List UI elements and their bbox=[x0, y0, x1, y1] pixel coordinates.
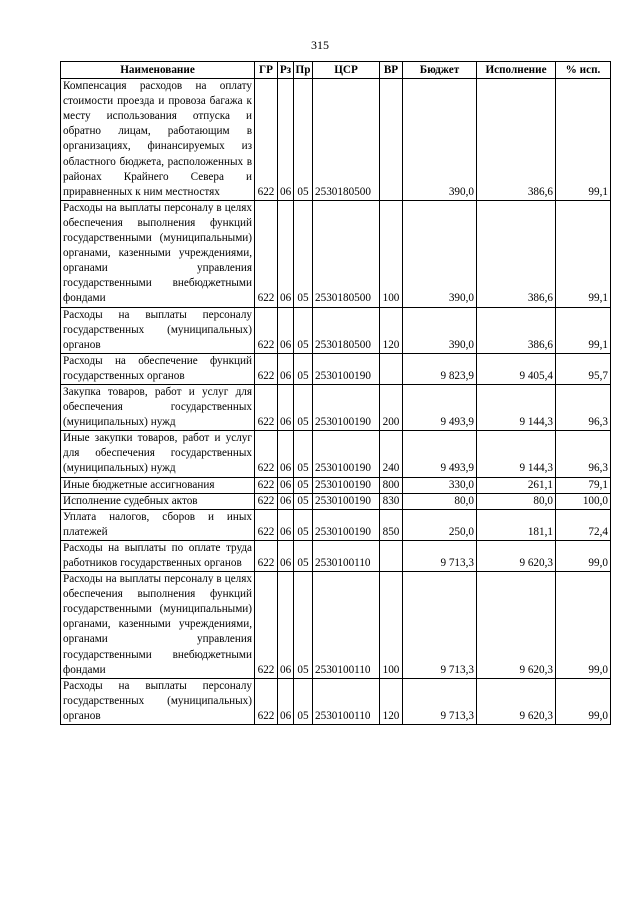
header-name: Наименование bbox=[61, 62, 255, 79]
header-budget: Бюджет bbox=[403, 62, 477, 79]
row-pr: 05 bbox=[294, 509, 313, 540]
header-gr: ГР bbox=[255, 62, 278, 79]
row-execution: 9 620,3 bbox=[477, 678, 556, 724]
row-budget: 9 823,9 bbox=[403, 353, 477, 384]
row-name: Иные бюджетные ассигнования bbox=[61, 477, 255, 493]
row-csr: 2530180500 bbox=[313, 200, 380, 307]
row-percent: 100,0 bbox=[556, 493, 611, 509]
table-row bbox=[61, 353, 611, 384]
row-rz: 06 bbox=[278, 431, 294, 477]
row-execution: 80,0 bbox=[477, 493, 556, 509]
table-row bbox=[61, 509, 611, 540]
row-vr bbox=[380, 540, 403, 571]
row-pr: 05 bbox=[294, 540, 313, 571]
row-csr: 2530100110 bbox=[313, 678, 380, 724]
row-name: Уплата налогов, сборов и иных платежей bbox=[61, 509, 255, 540]
row-rz: 06 bbox=[278, 307, 294, 353]
header-pr: Пр bbox=[294, 62, 313, 79]
row-rz: 06 bbox=[278, 493, 294, 509]
row-percent: 95,7 bbox=[556, 353, 611, 384]
table-row bbox=[61, 477, 611, 493]
table-row bbox=[61, 384, 611, 430]
table-row bbox=[61, 540, 611, 571]
row-execution: 261,1 bbox=[477, 477, 556, 493]
row-csr: 2530180500 bbox=[313, 307, 380, 353]
row-execution: 181,1 bbox=[477, 509, 556, 540]
table-row bbox=[61, 493, 611, 509]
row-pr: 05 bbox=[294, 79, 313, 201]
row-percent: 96,3 bbox=[556, 431, 611, 477]
row-pr: 05 bbox=[294, 431, 313, 477]
row-vr: 100 bbox=[380, 572, 403, 679]
row-name: Исполнение судебных актов bbox=[61, 493, 255, 509]
row-percent: 99,0 bbox=[556, 678, 611, 724]
row-rz: 06 bbox=[278, 509, 294, 540]
row-percent: 79,1 bbox=[556, 477, 611, 493]
row-execution: 9 620,3 bbox=[477, 540, 556, 571]
header-vr: ВР bbox=[380, 62, 403, 79]
row-rz: 06 bbox=[278, 477, 294, 493]
row-csr: 2530100190 bbox=[313, 477, 380, 493]
row-execution: 386,6 bbox=[477, 79, 556, 201]
row-pr: 05 bbox=[294, 307, 313, 353]
row-name: Расходы на выплаты персоналу в целях обеспечения выполнения функций государственными (муниципальными) органами, казенными учреждениями, органами управления государственными внебюджетными фондами bbox=[61, 572, 255, 679]
row-gr: 622 bbox=[255, 200, 278, 307]
row-vr: 200 bbox=[380, 384, 403, 430]
row-percent: 99,1 bbox=[556, 200, 611, 307]
row-percent: 99,1 bbox=[556, 79, 611, 201]
row-pr: 05 bbox=[294, 572, 313, 679]
row-vr: 120 bbox=[380, 307, 403, 353]
row-rz: 06 bbox=[278, 540, 294, 571]
header-percent: % исп. bbox=[556, 62, 611, 79]
table-row bbox=[61, 307, 611, 353]
row-percent: 99,0 bbox=[556, 540, 611, 571]
header-csr: ЦСР bbox=[313, 62, 380, 79]
row-csr: 2530100190 bbox=[313, 493, 380, 509]
row-budget: 330,0 bbox=[403, 477, 477, 493]
row-pr: 05 bbox=[294, 678, 313, 724]
row-budget: 9 493,9 bbox=[403, 384, 477, 430]
row-vr: 850 bbox=[380, 509, 403, 540]
row-execution: 386,6 bbox=[477, 307, 556, 353]
row-pr: 05 bbox=[294, 493, 313, 509]
row-rz: 06 bbox=[278, 79, 294, 201]
row-rz: 06 bbox=[278, 384, 294, 430]
row-csr: 2530100110 bbox=[313, 572, 380, 679]
row-name: Расходы на выплаты по оплате труда работников государственных органов bbox=[61, 540, 255, 571]
row-vr: 800 bbox=[380, 477, 403, 493]
page-number: 315 bbox=[311, 38, 329, 52]
row-gr: 622 bbox=[255, 493, 278, 509]
table-row bbox=[61, 572, 611, 679]
budget-execution-table bbox=[60, 61, 611, 725]
row-budget: 390,0 bbox=[403, 200, 477, 307]
row-csr: 2530100190 bbox=[313, 431, 380, 477]
row-budget: 390,0 bbox=[403, 307, 477, 353]
row-budget: 80,0 bbox=[403, 493, 477, 509]
row-gr: 622 bbox=[255, 572, 278, 679]
row-csr: 2530180500 bbox=[313, 79, 380, 201]
row-vr: 120 bbox=[380, 678, 403, 724]
row-name: Расходы на выплаты персоналу в целях обеспечения выполнения функций государственными (муниципальными) органами, казенными учреждениями, органами управления государственными внебюджетными фондами bbox=[61, 200, 255, 307]
row-execution: 9 144,3 bbox=[477, 431, 556, 477]
row-gr: 622 bbox=[255, 477, 278, 493]
row-csr: 2530100110 bbox=[313, 540, 380, 571]
row-gr: 622 bbox=[255, 509, 278, 540]
row-gr: 622 bbox=[255, 540, 278, 571]
row-name: Компенсация расходов на оплату стоимости проезда и провоза багажа к месту использования отпуска и обратно лицам, работающим в организациях, финансируемых из областного бюджета, расположенных в районах Крайнего Севера и приравненных к ним местностях bbox=[61, 79, 255, 201]
row-name: Закупка товаров, работ и услуг для обеспечения государственных (муниципальных) нужд bbox=[61, 384, 255, 430]
row-csr: 2530100190 bbox=[313, 509, 380, 540]
header-execution: Исполнение bbox=[477, 62, 556, 79]
row-budget: 9 713,3 bbox=[403, 678, 477, 724]
row-vr bbox=[380, 353, 403, 384]
table-row bbox=[61, 678, 611, 724]
row-vr: 830 bbox=[380, 493, 403, 509]
row-percent: 72,4 bbox=[556, 509, 611, 540]
row-rz: 06 bbox=[278, 572, 294, 679]
row-execution: 9 405,4 bbox=[477, 353, 556, 384]
row-gr: 622 bbox=[255, 384, 278, 430]
row-rz: 06 bbox=[278, 678, 294, 724]
table-row bbox=[61, 200, 611, 307]
row-csr: 2530100190 bbox=[313, 353, 380, 384]
row-pr: 05 bbox=[294, 200, 313, 307]
row-budget: 9 713,3 bbox=[403, 572, 477, 679]
row-vr: 240 bbox=[380, 431, 403, 477]
row-name: Расходы на выплаты персоналу государственных (муниципальных) органов bbox=[61, 678, 255, 724]
row-budget: 9 493,9 bbox=[403, 431, 477, 477]
row-execution: 9 620,3 bbox=[477, 572, 556, 679]
row-vr: 100 bbox=[380, 200, 403, 307]
table-row bbox=[61, 79, 611, 201]
table-header-row bbox=[61, 62, 611, 79]
row-gr: 622 bbox=[255, 431, 278, 477]
row-rz: 06 bbox=[278, 200, 294, 307]
row-name: Расходы на обеспечение функций государственных органов bbox=[61, 353, 255, 384]
row-pr: 05 bbox=[294, 384, 313, 430]
row-percent: 96,3 bbox=[556, 384, 611, 430]
row-execution: 386,6 bbox=[477, 200, 556, 307]
row-pr: 05 bbox=[294, 477, 313, 493]
row-vr bbox=[380, 79, 403, 201]
row-gr: 622 bbox=[255, 79, 278, 201]
row-gr: 622 bbox=[255, 678, 278, 724]
row-budget: 9 713,3 bbox=[403, 540, 477, 571]
row-csr: 2530100190 bbox=[313, 384, 380, 430]
row-budget: 390,0 bbox=[403, 79, 477, 201]
row-execution: 9 144,3 bbox=[477, 384, 556, 430]
row-percent: 99,0 bbox=[556, 572, 611, 679]
row-gr: 622 bbox=[255, 353, 278, 384]
row-budget: 250,0 bbox=[403, 509, 477, 540]
row-percent: 99,1 bbox=[556, 307, 611, 353]
row-name: Иные закупки товаров, работ и услуг для обеспечения государственных (муниципальных) нужд bbox=[61, 431, 255, 477]
row-rz: 06 bbox=[278, 353, 294, 384]
header-rz: Рз bbox=[278, 62, 294, 79]
row-gr: 622 bbox=[255, 307, 278, 353]
row-pr: 05 bbox=[294, 353, 313, 384]
table-row bbox=[61, 431, 611, 477]
row-name: Расходы на выплаты персоналу государственных (муниципальных) органов bbox=[61, 307, 255, 353]
